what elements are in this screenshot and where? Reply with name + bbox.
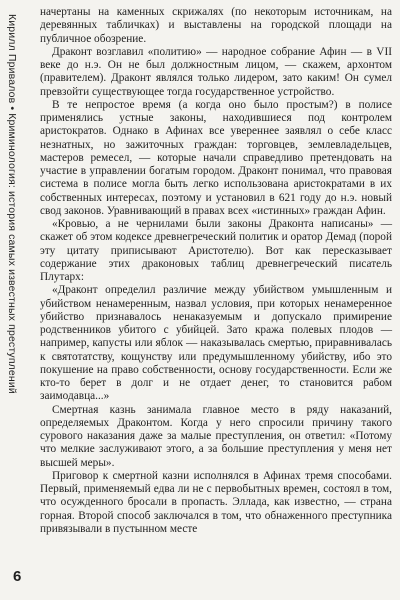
running-head-text: Кирилл Привалов • Криминология: история самых известных преступлений	[6, 14, 18, 394]
paragraph-3: В те непростое время (а когда оно было простым?) в полисе применялись устные законы, находившиеся под контролем аристократов. Однако в Афинах все увереннее заявлял о себе класс незнатных, но зажиточных граждан: торговцев, землевладельцев, мастеров ремесел, — которые начали справедливо претендовать на участие в управлении богатым городом. Драконт понимал, что правовая система в полисе могла быть легко использована аристократами в их собственных интересах, поэтому и установил в 621 году до н.э. новый свод законов. Уравнивающий в правах всех «истинных» граждан Афин.	[40, 98, 392, 217]
paragraph-5-quote: «Драконт определил различие между убийством умышленным и убийством ненамеренным, назвал условия, при которых ненамеренное убийство признавалось ненаказуемым и допускало примирение родственников убитого с убийцей. Зато кража полевых плодов — например, капусты или яблок — наказывалась смертью, приравнивалась к святотатству, кощунству или предумышленному убийству, ибо это покушение на право собственности, основу государственности. Если же кто-то берет в долг и не отдает денег, то становится рабом заимодавца...»	[40, 284, 392, 403]
paragraph-1: начертаны на каменных скрижалях (по некоторым источникам, на деревянных табличках) и выставлены на городской площади на публичное обозрение.	[40, 6, 392, 45]
running-head	[6, 14, 27, 562]
paragraph-4: «Кровью, а не чернилами были законы Драконта написаны» — скажет об этом кодексе древнегреческий политик и оратор Демад (порой эту цитату приписывают Аристотелю). Вот как пересказывает содержание этих драконовых таблиц древнегреческий писатель Плутарх:	[40, 218, 392, 283]
page-number: 6	[13, 568, 22, 585]
paragraph-2: Драконт возглавил «политию» — народное собрание Афин — в VII веке до н.э. Он не был должностным лицом, — скажем, архонтом (правителем). Драконт являлся только лидером, зато каким! Он сумел превзойти существующее тогда государственное устройство.	[40, 45, 392, 98]
body-text	[40, 6, 392, 536]
paragraph-6: Смертная казнь занимала главное место в ряду наказаний, определяемых Драконтом. Когда у него спросили причину такого сурового наказания даже за малые преступления, он ответил: «Потому что мелкие заслуживают этого, а за большие преступления у меня нет высшей меры».	[40, 403, 392, 469]
paragraph-7: Приговор к смертной казни исполнялся в Афинах тремя способами. Первый, применяемый едва ли не с первобытных времен, состоял в том, что осужденного бросали в пропасть. Эллада, как известно, — страна горная. Второй способ заключался в том, что обнаженного преступника привязывали в пустынном месте	[40, 469, 392, 535]
